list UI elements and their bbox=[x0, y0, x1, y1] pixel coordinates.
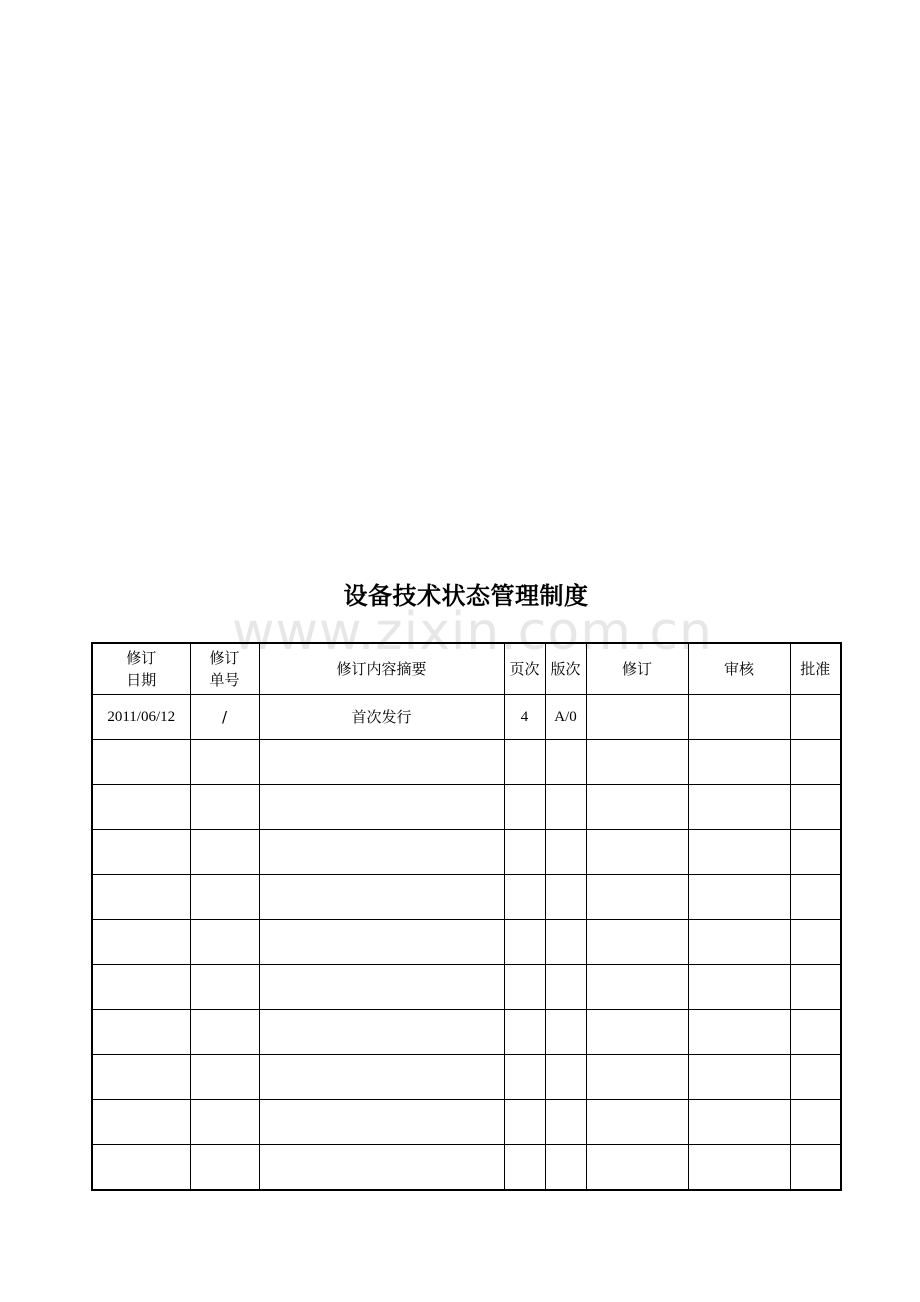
cell-date bbox=[92, 1055, 190, 1100]
table-row bbox=[92, 920, 841, 965]
revision-table-body bbox=[92, 695, 841, 1191]
cell-version bbox=[545, 830, 586, 875]
header-revised-by: 修订 bbox=[586, 643, 688, 695]
table-row bbox=[92, 965, 841, 1010]
table-row bbox=[92, 1145, 841, 1191]
cell-page bbox=[504, 965, 545, 1010]
cell-revised-by bbox=[586, 830, 688, 875]
table-row bbox=[92, 740, 841, 785]
cell-version: A/0 bbox=[545, 695, 586, 740]
cell-date bbox=[92, 740, 190, 785]
cell-summary bbox=[259, 785, 504, 830]
cell-page bbox=[504, 1145, 545, 1191]
table-row bbox=[92, 695, 841, 740]
cell-revised-by bbox=[586, 965, 688, 1010]
cell-reviewed-by bbox=[688, 875, 790, 920]
table-header-row bbox=[92, 643, 841, 695]
cell-approved-by bbox=[790, 695, 841, 740]
cell-revised-by bbox=[586, 1145, 688, 1191]
cell-reviewed-by bbox=[688, 695, 790, 740]
header-revision-date: 修订 日期 bbox=[92, 643, 190, 695]
cell-revised-by bbox=[586, 1055, 688, 1100]
cell-order-no bbox=[190, 1055, 259, 1100]
cell-page: 4 bbox=[504, 695, 545, 740]
table-row bbox=[92, 875, 841, 920]
cell-version bbox=[545, 1100, 586, 1145]
watermark: www.zixin.com.cn bbox=[232, 602, 713, 662]
table-row bbox=[92, 830, 841, 875]
cell-order-no bbox=[190, 965, 259, 1010]
header-revision-summary: 修订内容摘要 bbox=[259, 643, 504, 695]
cell-version bbox=[545, 1010, 586, 1055]
table-row bbox=[92, 1055, 841, 1100]
cell-order-no bbox=[190, 1145, 259, 1191]
cell-revised-by bbox=[586, 1010, 688, 1055]
cell-approved-by bbox=[790, 920, 841, 965]
table-row bbox=[92, 1010, 841, 1055]
cell-date bbox=[92, 1100, 190, 1145]
cell-date bbox=[92, 875, 190, 920]
cell-page bbox=[504, 1010, 545, 1055]
cell-reviewed-by bbox=[688, 1100, 790, 1145]
cell-reviewed-by bbox=[688, 740, 790, 785]
cell-summary bbox=[259, 875, 504, 920]
header-approved-by: 批准 bbox=[790, 643, 841, 695]
cell-reviewed-by bbox=[688, 1010, 790, 1055]
cell-reviewed-by bbox=[688, 1145, 790, 1191]
cell-date bbox=[92, 920, 190, 965]
cell-order-no bbox=[190, 1010, 259, 1055]
cell-page bbox=[504, 1055, 545, 1100]
cell-summary bbox=[259, 1010, 504, 1055]
cell-order-no bbox=[190, 875, 259, 920]
cell-revised-by bbox=[586, 875, 688, 920]
cell-approved-by bbox=[790, 785, 841, 830]
document-title: 设备技术状态管理制度 bbox=[343, 582, 589, 610]
cell-approved-by bbox=[790, 830, 841, 875]
cell-summary: 首次发行 bbox=[259, 695, 504, 740]
cell-order-no: / bbox=[190, 695, 259, 740]
cell-revised-by bbox=[586, 1100, 688, 1145]
cell-page bbox=[504, 1100, 545, 1145]
cell-order-no bbox=[190, 740, 259, 785]
table-row bbox=[92, 785, 841, 830]
cell-summary bbox=[259, 1145, 504, 1191]
cell-reviewed-by bbox=[688, 785, 790, 830]
cell-summary bbox=[259, 740, 504, 785]
cell-reviewed-by bbox=[688, 1055, 790, 1100]
cell-approved-by bbox=[790, 875, 841, 920]
cell-version bbox=[545, 1055, 586, 1100]
cell-approved-by bbox=[790, 965, 841, 1010]
cell-approved-by bbox=[790, 1055, 841, 1100]
cell-order-no bbox=[190, 785, 259, 830]
cell-approved-by bbox=[790, 1145, 841, 1191]
cell-summary bbox=[259, 965, 504, 1010]
header-page: 页次 bbox=[504, 643, 545, 695]
cell-reviewed-by bbox=[688, 830, 790, 875]
cell-revised-by bbox=[586, 785, 688, 830]
header-reviewed-by: 审核 bbox=[688, 643, 790, 695]
cell-page bbox=[504, 875, 545, 920]
cell-summary bbox=[259, 1100, 504, 1145]
header-version: 版次 bbox=[545, 643, 586, 695]
cell-order-no bbox=[190, 1100, 259, 1145]
cell-page bbox=[504, 740, 545, 785]
cell-approved-by bbox=[790, 1010, 841, 1055]
cell-approved-by bbox=[790, 740, 841, 785]
cell-order-no bbox=[190, 830, 259, 875]
cell-date bbox=[92, 1145, 190, 1191]
cell-date bbox=[92, 830, 190, 875]
cell-page bbox=[504, 830, 545, 875]
cell-version bbox=[545, 1145, 586, 1191]
cell-revised-by bbox=[586, 920, 688, 965]
cell-version bbox=[545, 875, 586, 920]
cell-version bbox=[545, 740, 586, 785]
cell-page bbox=[504, 920, 545, 965]
cell-reviewed-by bbox=[688, 920, 790, 965]
cell-revised-by bbox=[586, 740, 688, 785]
cell-page bbox=[504, 785, 545, 830]
cell-summary bbox=[259, 920, 504, 965]
header-revision-order-no: 修订 单号 bbox=[190, 643, 259, 695]
cell-reviewed-by bbox=[688, 965, 790, 1010]
cell-version bbox=[545, 920, 586, 965]
cell-date: 2011/06/12 bbox=[92, 695, 190, 740]
cell-date bbox=[92, 785, 190, 830]
cell-summary bbox=[259, 1055, 504, 1100]
cell-date bbox=[92, 965, 190, 1010]
cell-summary bbox=[259, 830, 504, 875]
cell-date bbox=[92, 1010, 190, 1055]
cell-approved-by bbox=[790, 1100, 841, 1145]
cell-version bbox=[545, 965, 586, 1010]
table-row bbox=[92, 1100, 841, 1145]
cell-order-no bbox=[190, 920, 259, 965]
revision-table bbox=[91, 642, 842, 1191]
cell-version bbox=[545, 785, 586, 830]
cell-revised-by bbox=[586, 695, 688, 740]
